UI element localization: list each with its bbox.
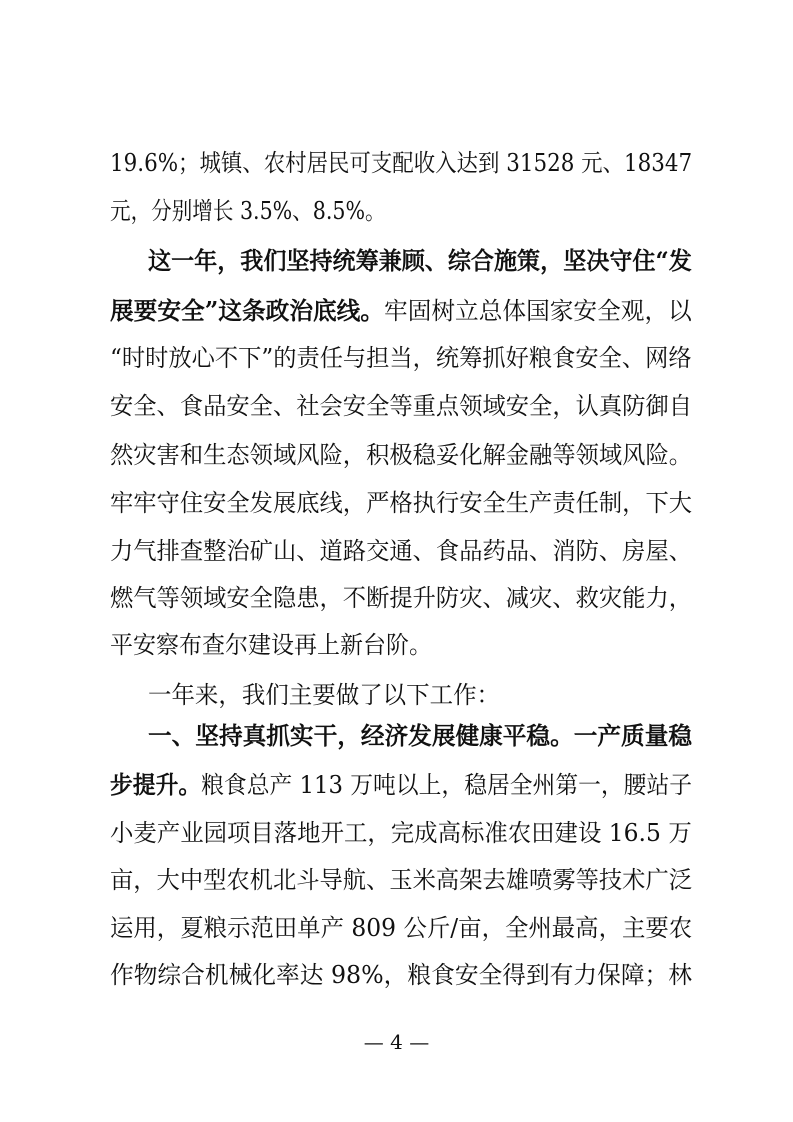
text-run: 粮食总产 113 万吨以上，稳居全州第一，腰站子 [201, 771, 693, 799]
text-line [110, 862, 692, 898]
text-run: 安全、食品安全、社会安全等重点领域安全，认真防御自 [110, 392, 692, 420]
text-run: 平安察布查尔建设再上新台阶。 [110, 631, 432, 659]
text-run: 元，分别增长 3.5%、8.5%。 [110, 197, 386, 225]
text-run: 运用，夏粮示范田单产 809 公斤/亩，全州最高，主要农 [110, 914, 693, 942]
text-run: 牢牢守住安全发展底线，严格执行安全生产责任制，下大 [110, 489, 692, 517]
text-line [110, 485, 692, 521]
text-run: 亩，大中型农机北斗导航、玉米高架去雄喷雾等技术广泛 [110, 866, 692, 894]
page-number: — 4 — [363, 1030, 430, 1054]
text-line [110, 910, 692, 946]
text-run: 作物综合机械化率达 98%，粮食安全得到有力保障；林 [110, 961, 692, 989]
text-line [148, 243, 692, 279]
bold-text-run: 展要安全”这条政治底线。 [110, 296, 385, 325]
bold-text-run: 一、坚持真抓实干，经济发展健康平稳。一产质量稳 [148, 721, 692, 750]
text-run: 小麦产业园项目落地开工，完成高标准农田建设 16.5 万 [110, 819, 692, 847]
text-line [148, 718, 692, 754]
text-line [110, 533, 692, 569]
text-run: 一年来，我们主要做了以下工作： [148, 681, 501, 709]
text-line [110, 388, 692, 424]
text-line [110, 293, 692, 329]
text-run: 力气排查整治矿山、道路交通、食品药品、消防、房屋、 [110, 537, 692, 565]
bold-text-run: 这一年，我们坚持统筹兼顾、综合施策，坚决守住“发 [148, 246, 692, 275]
text-run: 19.6%；城镇、农村居民可支配收入达到 31528 元、18347 [110, 149, 693, 177]
text-line [148, 677, 500, 713]
text-run: 然灾害和生态领域风险，积极稳妥化解金融等领域风险。 [110, 441, 692, 469]
text-line [110, 627, 432, 663]
text-line [110, 957, 692, 993]
text-run: “时时放心不下”的责任与担当，统筹抓好粮食安全、网络 [110, 344, 692, 372]
text-line [110, 340, 692, 376]
text-line [110, 437, 692, 473]
text-run: 燃气等领域安全隐患，不断提升防灾、减灾、救灾能力， [110, 584, 692, 612]
text-line [110, 145, 692, 181]
text-line [110, 580, 692, 616]
text-line [110, 767, 692, 803]
text-line [110, 193, 386, 229]
text-line [110, 815, 692, 851]
bold-text-run: 步提升。 [110, 770, 202, 799]
text-run: 牢固树立总体国家安全观，以 [384, 297, 692, 325]
